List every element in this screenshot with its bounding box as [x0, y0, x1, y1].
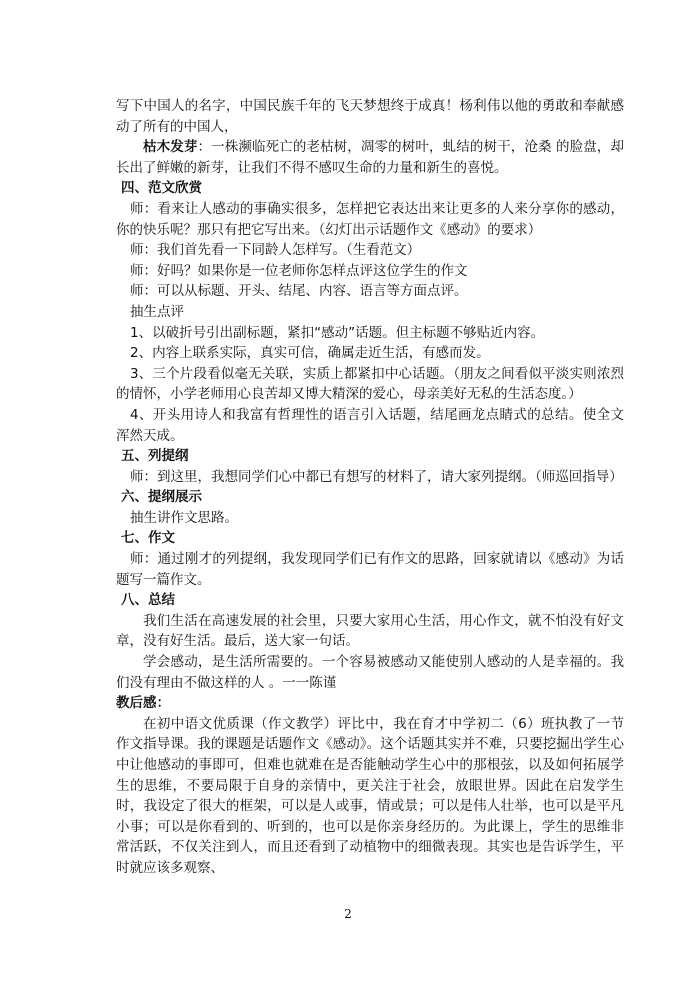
paragraph-student-comment: 抽生点评 — [130, 303, 184, 320]
comment-item-4: 4、开头用诗人和我富有哲理性的语言引入话题，结尾画龙点睛式的总结。使全文浑然天成。 — [116, 406, 624, 444]
paragraph-outline: 师：到这里，我想同学们心中都已有想写的材料了，请大家列提纲。（师巡回指导） — [130, 468, 623, 485]
heading-section-5: 五、列提纲 — [121, 448, 189, 465]
paragraph-reflection: 在初中语文优质课（作文教学）评比中，我在育才中学初二（6）班执教了一节作文指导课。我的课题是话题作文《感动》。这个话题其实并不难，只要挖掘出学生心中让他感动的事即可，但难也就难在是否能触动学生心中的那根弦，以及如何拓展学生的思维，不要局限于自身的亲情中，更关注于社会，放眼世界。因此在启发学生时，我设定了很大的框架，可以是人或事，情或景；可以是伟人壮举，也可以是平凡小事；可以是你看到的、听到的，也可以是你亲身经历的。为此课上，学生的思维非常活跃，不仅关注到人，而且还看到了动植物中的细微表现。其实也是告诉学生，平时就应该多观察、 — [116, 715, 624, 876]
document-body — [116, 96, 624, 879]
paragraph-teacher-4: 师：可以从标题、开头、结尾、内容、语言等方面点评。 — [130, 283, 468, 300]
paragraph-teacher-3: 师：好吗？如果你是一位老师你怎样点评这位学生的作文 — [130, 262, 468, 279]
heading-section-4: 四、范文欣赏 — [121, 180, 202, 197]
paragraph-composition: 师：通过刚才的列提纲，我发现同学们已有作文的思路，回家就请以《感动》为话题写一篇作文。 — [116, 551, 624, 588]
heading-section-8: 八、总结 — [121, 592, 175, 609]
paragraph-teacher-2: 师：我们首先看一下同龄人怎样写。（生看范文） — [130, 242, 421, 259]
page-number: 2 — [344, 907, 352, 921]
comment-item-3: 3、三个片段看似毫无关联，实质上都紧扣中心话题。（朋友之间看似平淡实则浓烈的情怀，小学老师用心良苦却又博大精深的爱心，母亲美好无私的生活态度。） — [116, 365, 624, 403]
paragraph-summary-1: 我们生活在高速发展的社会里，只要大家用心生活，用心作文，就不怕没有好文章，没有好生活。最后，送大家一句话。 — [116, 612, 624, 650]
withered-tree-text: ：一株濒临死亡的老枯树，凋零的树叶，虬结的树干，沧桑 的脸盘，却长出了鲜嫩的新芽，让我们不得不感叹生命的力量和新生的喜悦。 — [116, 139, 624, 176]
paragraph-yang-liwei: 写下中国人的名字，中国民族千年的飞天梦想终于成真！杨利伟以他的勇敢和奉献感动了所有的中国人， — [116, 98, 624, 135]
paragraph-withered-tree — [116, 137, 624, 178]
withered-tree-label: 枯木发芽 — [143, 139, 198, 156]
heading-section-6: 六、提纲展示 — [121, 489, 202, 506]
paragraph-outline-show: 抽生讲作文思路。 — [130, 509, 238, 526]
heading-reflection: 教后感： — [116, 695, 170, 712]
comment-item-2: 2、内容上联系实际，真实可信，确属走近生活，有感而发。 — [130, 345, 490, 362]
heading-section-7: 七、作文 — [121, 530, 175, 547]
comment-item-1: 1、以破折号引出副标题，紧扣“感动”话题。但主标题不够贴近内容。 — [130, 324, 545, 341]
paragraph-summary-2: 学会感动，是生活所需要的。一个容易被感动又能使别人感动的人是幸福的。我们没有理由不做这样的人 。一一陈谨 — [116, 654, 624, 691]
paragraph-teacher-1: 师：看来让人感动的事确实很多，怎样把它表达出来让更多的人来分享你的感动，你的快乐呢？那只有把它写出来。（幻灯出示话题作文《感动》的要求） — [116, 200, 624, 238]
